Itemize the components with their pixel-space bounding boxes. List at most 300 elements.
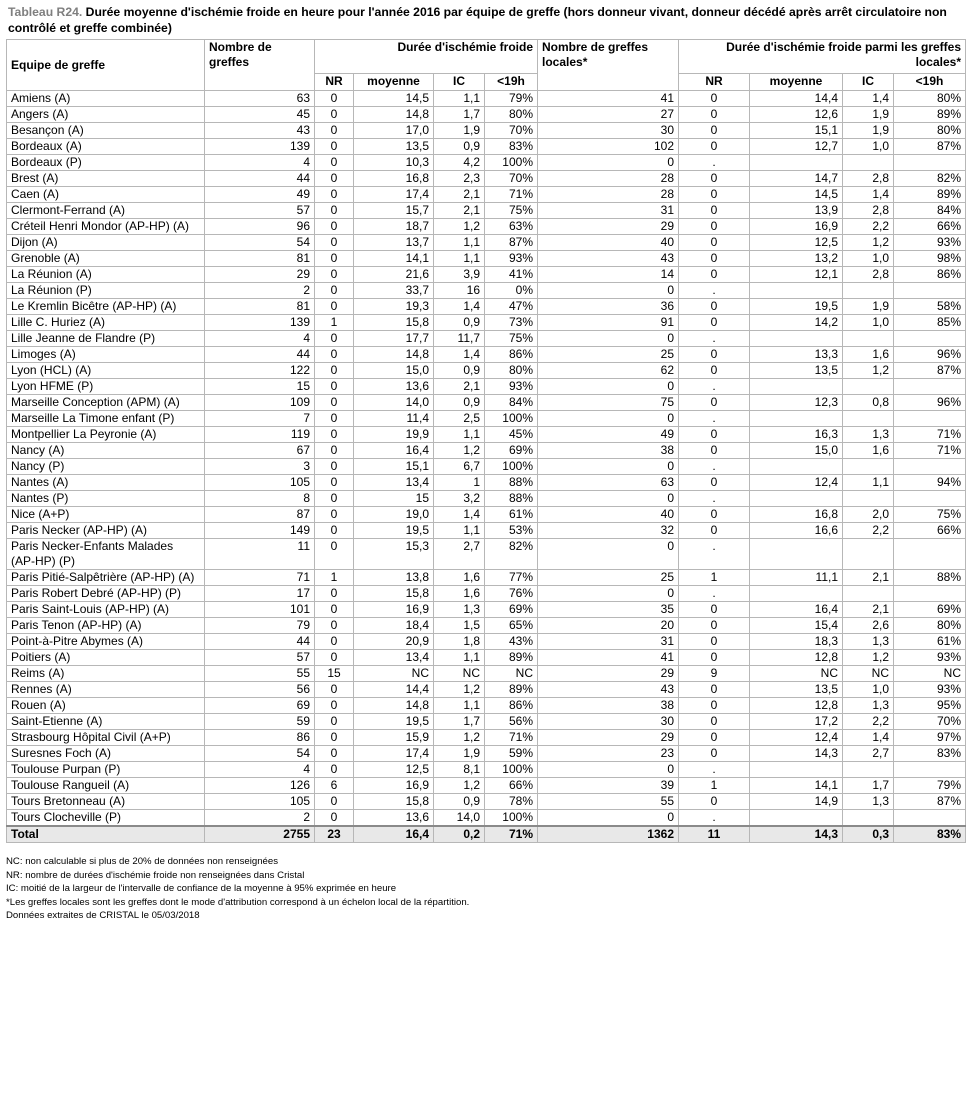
table-row bbox=[7, 187, 966, 203]
nombre-greffes-locales-cell: 30 bbox=[538, 714, 679, 730]
moyenne-cell: 17,4 bbox=[354, 746, 434, 762]
nr-locales-cell: 0 bbox=[679, 698, 750, 714]
nombre-greffes-locales-cell: 40 bbox=[538, 507, 679, 523]
moyenne-cell: 13,4 bbox=[354, 650, 434, 666]
pct19-cell: 77% bbox=[485, 570, 538, 586]
moyenne-cell: 13,5 bbox=[354, 139, 434, 155]
equipe-cell: Toulouse Rangueil (A) bbox=[7, 778, 205, 794]
moyenne-cell: 19,5 bbox=[354, 714, 434, 730]
ic-locales-cell bbox=[843, 155, 894, 171]
nr-locales-cell: . bbox=[679, 762, 750, 778]
nombre-greffes-locales-cell: 29 bbox=[538, 730, 679, 746]
pct19-cell: 93% bbox=[485, 379, 538, 395]
pct19-locales-cell: 89% bbox=[894, 187, 966, 203]
moyenne-cell: 17,7 bbox=[354, 331, 434, 347]
nombre-greffes-locales-cell: 29 bbox=[538, 666, 679, 682]
nombre-greffes-locales-cell: 1362 bbox=[538, 826, 679, 843]
nombre-greffes-locales-cell: 0 bbox=[538, 810, 679, 827]
moyenne-cell: 13,6 bbox=[354, 379, 434, 395]
nr-cell: 0 bbox=[315, 411, 354, 427]
pct19-locales-cell: 93% bbox=[894, 235, 966, 251]
nr-cell: 0 bbox=[315, 634, 354, 650]
pct19-cell: 63% bbox=[485, 219, 538, 235]
equipe-cell: Strasbourg Hôpital Civil (A+P) bbox=[7, 730, 205, 746]
table-row bbox=[7, 395, 966, 411]
ic-locales-cell: 1,0 bbox=[843, 251, 894, 267]
pct19-cell: 93% bbox=[485, 251, 538, 267]
ic-cell: 1,1 bbox=[434, 698, 485, 714]
equipe-cell: Bordeaux (P) bbox=[7, 155, 205, 171]
equipe-cell: Nancy (A) bbox=[7, 443, 205, 459]
footnote-source: Données extraites de CRISTAL le 05/03/2018 bbox=[6, 910, 200, 921]
pct19-locales-cell: 86% bbox=[894, 267, 966, 283]
nr-cell: 23 bbox=[315, 826, 354, 843]
ic-cell: 8,1 bbox=[434, 762, 485, 778]
moyenne-locales-cell: 11,1 bbox=[750, 570, 843, 586]
equipe-cell: Angers (A) bbox=[7, 107, 205, 123]
ic-locales-cell: 1,0 bbox=[843, 139, 894, 155]
ic-locales-cell: 1,3 bbox=[843, 427, 894, 443]
nr-cell: 6 bbox=[315, 778, 354, 794]
moyenne-locales-cell bbox=[750, 586, 843, 602]
nombre-greffes-cell: 17 bbox=[205, 586, 315, 602]
nombre-greffes-cell: 2755 bbox=[205, 826, 315, 843]
moyenne-cell: 11,4 bbox=[354, 411, 434, 427]
equipe-cell: Reims (A) bbox=[7, 666, 205, 682]
nr-cell: 0 bbox=[315, 283, 354, 299]
nombre-greffes-cell: 105 bbox=[205, 794, 315, 810]
ic-locales-cell bbox=[843, 810, 894, 827]
equipe-cell: Amiens (A) bbox=[7, 91, 205, 107]
table-row bbox=[7, 586, 966, 602]
nr-locales-cell: 0 bbox=[679, 507, 750, 523]
nr-cell: 0 bbox=[315, 267, 354, 283]
footnotes bbox=[6, 855, 967, 923]
table-row bbox=[7, 459, 966, 475]
nr-cell: 0 bbox=[315, 475, 354, 491]
nombre-greffes-locales-cell: 0 bbox=[538, 331, 679, 347]
pct19-locales-cell: 87% bbox=[894, 139, 966, 155]
moyenne-cell: 16,4 bbox=[354, 826, 434, 843]
moyenne-cell: 13,6 bbox=[354, 810, 434, 827]
nr-cell: 0 bbox=[315, 586, 354, 602]
ic-locales-cell: 2,8 bbox=[843, 267, 894, 283]
moyenne-cell: NC bbox=[354, 666, 434, 682]
ic-locales-cell: 1,3 bbox=[843, 794, 894, 810]
pct19-cell: 70% bbox=[485, 123, 538, 139]
ic-locales-cell: 2,2 bbox=[843, 219, 894, 235]
nr-cell: 0 bbox=[315, 155, 354, 171]
nr-cell: 0 bbox=[315, 171, 354, 187]
nr-cell: 0 bbox=[315, 363, 354, 379]
pct19-locales-cell: 80% bbox=[894, 618, 966, 634]
table-row bbox=[7, 618, 966, 634]
table-row bbox=[7, 602, 966, 618]
nr-cell: 0 bbox=[315, 762, 354, 778]
moyenne-locales-cell: 19,5 bbox=[750, 299, 843, 315]
moyenne-cell: 15,3 bbox=[354, 539, 434, 570]
ic-locales-cell: 1,2 bbox=[843, 235, 894, 251]
nombre-greffes-locales-cell: 43 bbox=[538, 251, 679, 267]
pct19-locales-cell: 58% bbox=[894, 299, 966, 315]
header-duree-locales: Durée d'ischémie froide parmi les greffes locales* bbox=[679, 40, 966, 74]
nr-locales-cell: . bbox=[679, 155, 750, 171]
ic-cell: 1,1 bbox=[434, 91, 485, 107]
nr-cell: 1 bbox=[315, 315, 354, 331]
moyenne-locales-cell: 16,8 bbox=[750, 507, 843, 523]
moyenne-cell: 14,5 bbox=[354, 91, 434, 107]
pct19-locales-cell bbox=[894, 459, 966, 475]
moyenne-cell: 15,7 bbox=[354, 203, 434, 219]
nombre-greffes-locales-cell: 20 bbox=[538, 618, 679, 634]
nr-cell: 0 bbox=[315, 139, 354, 155]
ic-locales-cell: 2,2 bbox=[843, 714, 894, 730]
nombre-greffes-cell: 44 bbox=[205, 171, 315, 187]
nr-locales-cell: 0 bbox=[679, 682, 750, 698]
header-pct19-locales: <19h bbox=[894, 74, 966, 91]
pct19-cell: 100% bbox=[485, 411, 538, 427]
pct19-cell: 88% bbox=[485, 491, 538, 507]
pct19-cell: 76% bbox=[485, 586, 538, 602]
moyenne-cell: 20,9 bbox=[354, 634, 434, 650]
equipe-cell: Toulouse Purpan (P) bbox=[7, 762, 205, 778]
table-row bbox=[7, 91, 966, 107]
nr-cell: 0 bbox=[315, 203, 354, 219]
pct19-locales-cell: 70% bbox=[894, 714, 966, 730]
ic-locales-cell: 2,0 bbox=[843, 507, 894, 523]
pct19-locales-cell bbox=[894, 283, 966, 299]
ic-locales-cell: 1,2 bbox=[843, 650, 894, 666]
nombre-greffes-cell: 45 bbox=[205, 107, 315, 123]
ic-locales-cell: 1,6 bbox=[843, 443, 894, 459]
ic-locales-cell: 2,2 bbox=[843, 523, 894, 539]
table-row bbox=[7, 123, 966, 139]
ic-cell: 1,1 bbox=[434, 235, 485, 251]
moyenne-cell: 15 bbox=[354, 491, 434, 507]
ic-cell: 1,6 bbox=[434, 586, 485, 602]
header-ic: IC bbox=[434, 74, 485, 91]
nr-locales-cell: 0 bbox=[679, 794, 750, 810]
table-header bbox=[7, 40, 966, 91]
moyenne-cell: 13,8 bbox=[354, 570, 434, 586]
moyenne-locales-cell bbox=[750, 283, 843, 299]
table-caption bbox=[8, 4, 967, 36]
nombre-greffes-cell: 139 bbox=[205, 315, 315, 331]
nombre-greffes-cell: 119 bbox=[205, 427, 315, 443]
ic-locales-cell: 1,9 bbox=[843, 299, 894, 315]
moyenne-locales-cell: 14,4 bbox=[750, 91, 843, 107]
moyenne-locales-cell: 12,6 bbox=[750, 107, 843, 123]
nombre-greffes-locales-cell: 43 bbox=[538, 682, 679, 698]
table-row bbox=[7, 235, 966, 251]
equipe-cell: Le Kremlin Bicêtre (AP-HP) (A) bbox=[7, 299, 205, 315]
nr-locales-cell: 1 bbox=[679, 778, 750, 794]
moyenne-cell: 19,9 bbox=[354, 427, 434, 443]
table-row bbox=[7, 331, 966, 347]
equipe-cell: Nantes (P) bbox=[7, 491, 205, 507]
equipe-cell: Limoges (A) bbox=[7, 347, 205, 363]
nombre-greffes-cell: 54 bbox=[205, 235, 315, 251]
ic-cell: 0,9 bbox=[434, 139, 485, 155]
pct19-cell: 89% bbox=[485, 650, 538, 666]
moyenne-locales-cell: 15,1 bbox=[750, 123, 843, 139]
moyenne-cell: 14,1 bbox=[354, 251, 434, 267]
moyenne-locales-cell: 18,3 bbox=[750, 634, 843, 650]
pct19-cell: 73% bbox=[485, 315, 538, 331]
nombre-greffes-locales-cell: 0 bbox=[538, 411, 679, 427]
nr-cell: 0 bbox=[315, 235, 354, 251]
table-row bbox=[7, 475, 966, 491]
header-moyenne-locales: moyenne bbox=[750, 74, 843, 91]
table-row bbox=[7, 427, 966, 443]
moyenne-locales-cell bbox=[750, 459, 843, 475]
nombre-greffes-cell: 87 bbox=[205, 507, 315, 523]
moyenne-locales-cell: 12,1 bbox=[750, 267, 843, 283]
nombre-greffes-cell: 54 bbox=[205, 746, 315, 762]
ic-locales-cell bbox=[843, 283, 894, 299]
nr-cell: 0 bbox=[315, 299, 354, 315]
moyenne-cell: 16,9 bbox=[354, 778, 434, 794]
pct19-locales-cell: 93% bbox=[894, 682, 966, 698]
ic-locales-cell bbox=[843, 491, 894, 507]
nombre-greffes-cell: 57 bbox=[205, 650, 315, 666]
nr-cell: 0 bbox=[315, 379, 354, 395]
nombre-greffes-locales-cell: 102 bbox=[538, 139, 679, 155]
nr-cell: 0 bbox=[315, 618, 354, 634]
pct19-cell: 87% bbox=[485, 235, 538, 251]
ic-cell: 1,4 bbox=[434, 507, 485, 523]
nombre-greffes-cell: 81 bbox=[205, 299, 315, 315]
nombre-greffes-cell: 71 bbox=[205, 570, 315, 586]
equipe-cell: Paris Tenon (AP-HP) (A) bbox=[7, 618, 205, 634]
nombre-greffes-locales-cell: 39 bbox=[538, 778, 679, 794]
moyenne-locales-cell bbox=[750, 411, 843, 427]
moyenne-cell: 16,9 bbox=[354, 602, 434, 618]
moyenne-cell: 14,8 bbox=[354, 347, 434, 363]
moyenne-locales-cell: 12,4 bbox=[750, 475, 843, 491]
ic-cell: 0,9 bbox=[434, 315, 485, 331]
pct19-cell: 0% bbox=[485, 283, 538, 299]
nr-cell: 0 bbox=[315, 91, 354, 107]
ic-cell: 0,9 bbox=[434, 363, 485, 379]
pct19-cell: 83% bbox=[485, 139, 538, 155]
pct19-cell: 66% bbox=[485, 778, 538, 794]
ic-locales-cell bbox=[843, 411, 894, 427]
nr-cell: 0 bbox=[315, 347, 354, 363]
equipe-cell: Poitiers (A) bbox=[7, 650, 205, 666]
nombre-greffes-locales-cell: 36 bbox=[538, 299, 679, 315]
nr-locales-cell: 11 bbox=[679, 826, 750, 843]
nombre-greffes-locales-cell: 0 bbox=[538, 762, 679, 778]
caption-text: Durée moyenne d'ischémie froide en heure pour l'année 2016 par équipe de greffe (hors donneur vivant, donneur décédé après arrêt circulatoire non contrôlé et greffe combinée) bbox=[8, 5, 947, 35]
pct19-locales-cell: 75% bbox=[894, 507, 966, 523]
moyenne-locales-cell: 14,7 bbox=[750, 171, 843, 187]
moyenne-cell: 14,8 bbox=[354, 107, 434, 123]
ic-cell: 16 bbox=[434, 283, 485, 299]
ic-locales-cell: 1,3 bbox=[843, 698, 894, 714]
nr-cell: 0 bbox=[315, 395, 354, 411]
table-row bbox=[7, 570, 966, 586]
pct19-locales-cell: 88% bbox=[894, 570, 966, 586]
nr-locales-cell: 0 bbox=[679, 650, 750, 666]
nombre-greffes-locales-cell: 0 bbox=[538, 155, 679, 171]
ic-cell: 2,1 bbox=[434, 187, 485, 203]
ic-locales-cell: 1,0 bbox=[843, 315, 894, 331]
table-row bbox=[7, 363, 966, 379]
moyenne-locales-cell: 16,6 bbox=[750, 523, 843, 539]
moyenne-locales-cell: 14,5 bbox=[750, 187, 843, 203]
nr-cell: 0 bbox=[315, 682, 354, 698]
pct19-locales-cell bbox=[894, 586, 966, 602]
nombre-greffes-locales-cell: 0 bbox=[538, 539, 679, 570]
equipe-cell: Créteil Henri Mondor (AP-HP) (A) bbox=[7, 219, 205, 235]
nr-locales-cell: . bbox=[679, 491, 750, 507]
ic-locales-cell bbox=[843, 539, 894, 570]
pct19-cell: 43% bbox=[485, 634, 538, 650]
nombre-greffes-locales-cell: 28 bbox=[538, 171, 679, 187]
nombre-greffes-cell: 101 bbox=[205, 602, 315, 618]
ic-locales-cell: 1,4 bbox=[843, 730, 894, 746]
pct19-cell: 86% bbox=[485, 698, 538, 714]
nombre-greffes-locales-cell: 63 bbox=[538, 475, 679, 491]
header-equipe: Equipe de greffe bbox=[7, 40, 205, 91]
moyenne-locales-cell: 14,3 bbox=[750, 746, 843, 762]
ic-cell: 2,5 bbox=[434, 411, 485, 427]
footnote-greffes-locales: *Les greffes locales sont les greffes dont le mode d'attribution correspond à un échelon local de la répartition. bbox=[6, 896, 470, 908]
table-row bbox=[7, 539, 966, 570]
table-row bbox=[7, 666, 966, 682]
equipe-cell: Lyon HFME (P) bbox=[7, 379, 205, 395]
ic-cell: 1,8 bbox=[434, 634, 485, 650]
nr-cell: 0 bbox=[315, 650, 354, 666]
moyenne-locales-cell bbox=[750, 379, 843, 395]
moyenne-locales-cell: 14,1 bbox=[750, 778, 843, 794]
equipe-cell: Tours Bretonneau (A) bbox=[7, 794, 205, 810]
nombre-greffes-locales-cell: 14 bbox=[538, 267, 679, 283]
nr-locales-cell: . bbox=[679, 283, 750, 299]
header-ic-locales: IC bbox=[843, 74, 894, 91]
nr-cell: 0 bbox=[315, 491, 354, 507]
nombre-greffes-cell: 57 bbox=[205, 203, 315, 219]
nr-locales-cell: 0 bbox=[679, 714, 750, 730]
nombre-greffes-locales-cell: 31 bbox=[538, 203, 679, 219]
pct19-locales-cell: 82% bbox=[894, 171, 966, 187]
nr-cell: 1 bbox=[315, 570, 354, 586]
nr-cell: 0 bbox=[315, 427, 354, 443]
equipe-cell: Point-à-Pitre Abymes (A) bbox=[7, 634, 205, 650]
pct19-cell: 78% bbox=[485, 794, 538, 810]
nombre-greffes-cell: 2 bbox=[205, 283, 315, 299]
equipe-cell: Marseille Conception (APM) (A) bbox=[7, 395, 205, 411]
equipe-cell: La Réunion (A) bbox=[7, 267, 205, 283]
ic-locales-cell bbox=[843, 762, 894, 778]
ic-locales-cell: 2,8 bbox=[843, 171, 894, 187]
moyenne-cell: 16,4 bbox=[354, 443, 434, 459]
header-pct19: <19h bbox=[485, 74, 538, 91]
nombre-greffes-locales-cell: 0 bbox=[538, 459, 679, 475]
moyenne-cell: 15,8 bbox=[354, 586, 434, 602]
nombre-greffes-cell: 7 bbox=[205, 411, 315, 427]
nr-locales-cell: 0 bbox=[679, 618, 750, 634]
pct19-locales-cell: 96% bbox=[894, 347, 966, 363]
equipe-cell: Paris Saint-Louis (AP-HP) (A) bbox=[7, 602, 205, 618]
nombre-greffes-locales-cell: 0 bbox=[538, 283, 679, 299]
equipe-cell: Nancy (P) bbox=[7, 459, 205, 475]
ic-cell: 2,7 bbox=[434, 539, 485, 570]
ic-cell: 1,5 bbox=[434, 618, 485, 634]
ic-cell: 1,2 bbox=[434, 682, 485, 698]
moyenne-locales-cell: 12,8 bbox=[750, 698, 843, 714]
nombre-greffes-cell: 8 bbox=[205, 491, 315, 507]
nombre-greffes-cell: 105 bbox=[205, 475, 315, 491]
equipe-cell: Lille C. Huriez (A) bbox=[7, 315, 205, 331]
pct19-locales-cell: 87% bbox=[894, 794, 966, 810]
moyenne-cell: 14,0 bbox=[354, 395, 434, 411]
ic-locales-cell bbox=[843, 331, 894, 347]
pct19-locales-cell: 66% bbox=[894, 219, 966, 235]
ic-locales-cell: 1,2 bbox=[843, 363, 894, 379]
pct19-locales-cell: 83% bbox=[894, 746, 966, 762]
pct19-locales-cell: NC bbox=[894, 666, 966, 682]
nr-cell: 0 bbox=[315, 602, 354, 618]
equipe-cell: Bordeaux (A) bbox=[7, 139, 205, 155]
moyenne-locales-cell: NC bbox=[750, 666, 843, 682]
nombre-greffes-locales-cell: 32 bbox=[538, 523, 679, 539]
ic-locales-cell: 0,3 bbox=[843, 826, 894, 843]
table-row bbox=[7, 251, 966, 267]
ic-cell: 1,4 bbox=[434, 347, 485, 363]
nombre-greffes-locales-cell: 35 bbox=[538, 602, 679, 618]
pct19-cell: 88% bbox=[485, 475, 538, 491]
nr-locales-cell: 0 bbox=[679, 746, 750, 762]
ic-locales-cell: 2,6 bbox=[843, 618, 894, 634]
nombre-greffes-cell: 139 bbox=[205, 139, 315, 155]
pct19-cell: 71% bbox=[485, 826, 538, 843]
pct19-cell: 100% bbox=[485, 810, 538, 827]
nr-locales-cell: 0 bbox=[679, 634, 750, 650]
equipe-cell: Montpellier La Peyronie (A) bbox=[7, 427, 205, 443]
nr-cell: 0 bbox=[315, 123, 354, 139]
pct19-cell: 70% bbox=[485, 171, 538, 187]
ic-cell: 2,1 bbox=[434, 203, 485, 219]
nombre-greffes-locales-cell: 28 bbox=[538, 187, 679, 203]
nr-locales-cell: 0 bbox=[679, 187, 750, 203]
pct19-locales-cell: 93% bbox=[894, 650, 966, 666]
pct19-locales-cell bbox=[894, 331, 966, 347]
nr-locales-cell: 0 bbox=[679, 139, 750, 155]
nr-locales-cell: 0 bbox=[679, 107, 750, 123]
moyenne-locales-cell: 15,0 bbox=[750, 443, 843, 459]
nr-locales-cell: 0 bbox=[679, 267, 750, 283]
ic-cell: 2,1 bbox=[434, 379, 485, 395]
ic-cell: 6,7 bbox=[434, 459, 485, 475]
ic-locales-cell: 2,1 bbox=[843, 570, 894, 586]
ic-locales-cell: 0,8 bbox=[843, 395, 894, 411]
ic-cell: 1,2 bbox=[434, 219, 485, 235]
pct19-locales-cell: 83% bbox=[894, 826, 966, 843]
moyenne-locales-cell: 13,9 bbox=[750, 203, 843, 219]
ic-cell: 1,7 bbox=[434, 107, 485, 123]
ic-cell: 1,2 bbox=[434, 443, 485, 459]
ic-cell: 3,2 bbox=[434, 491, 485, 507]
nr-cell: 0 bbox=[315, 730, 354, 746]
nombre-greffes-cell: 67 bbox=[205, 443, 315, 459]
moyenne-locales-cell bbox=[750, 810, 843, 827]
pct19-cell: 100% bbox=[485, 459, 538, 475]
nombre-greffes-locales-cell: 25 bbox=[538, 570, 679, 586]
table-row bbox=[7, 219, 966, 235]
nombre-greffes-cell: 96 bbox=[205, 219, 315, 235]
